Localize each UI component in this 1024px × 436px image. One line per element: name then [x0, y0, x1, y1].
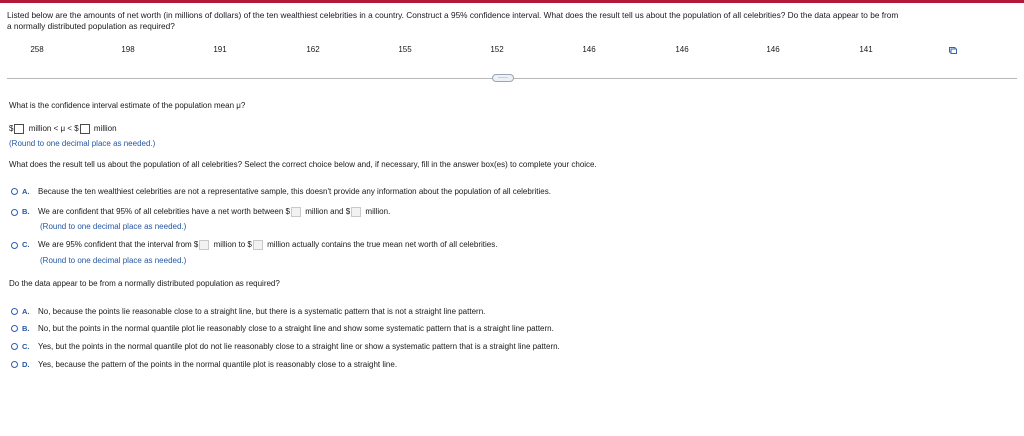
q1-lower-bound-input[interactable] [14, 124, 24, 134]
data-value: 146 [766, 45, 780, 54]
q1-dollar-sign: $ [9, 124, 14, 134]
data-value: 162 [306, 45, 320, 54]
q3-option-c-radio[interactable] [11, 343, 18, 350]
q3-option-d[interactable] [11, 360, 397, 369]
q3-option-d-text: Yes, because the pattern of the points in the normal quantile plot is reasonably close to a straight line. [38, 360, 398, 369]
q3-prompt: Do the data appear to be from a normally distributed population as required? [9, 279, 280, 288]
q2-option-a[interactable] [11, 187, 551, 196]
q2-option-c[interactable] [11, 240, 497, 250]
q3-option-b-text: No, but the points in the normal quantile plot lie reasonably close to a straight line and show some systematic pattern that is a straight line pattern. [38, 324, 554, 333]
q2-option-a-letter: A. [22, 187, 30, 196]
q2-option-b-hint: (Round to one decimal place as needed.) [40, 222, 187, 231]
q3-option-d-letter: D. [22, 360, 30, 369]
q1-mid-text: million < μ < $ [28, 124, 79, 134]
q3-option-c-text: Yes, but the points in the normal quantile plot do not lie reasonably close to a straight line or show a systematic pattern that is a straight line pattern. [38, 342, 560, 351]
q2-option-c-text-before: We are 95% confident that the interval from $ [38, 240, 199, 250]
q2-option-c-radio[interactable] [11, 242, 18, 249]
q3-option-c-letter: C. [22, 342, 30, 351]
q2-option-b-letter: B. [22, 207, 30, 217]
data-value: 141 [859, 45, 873, 54]
q2-option-b-upper-input[interactable] [351, 207, 361, 217]
q1-end-text: million [93, 124, 117, 134]
q2-option-c-upper-input[interactable] [253, 240, 263, 250]
data-table [0, 45, 1000, 57]
data-value: 198 [121, 45, 135, 54]
q1-answer-row [9, 124, 117, 134]
q1-hint: (Round to one decimal place as needed.) [9, 139, 156, 148]
expand-more-button[interactable]: ····· [492, 74, 514, 82]
copy-data-icon[interactable] [949, 47, 957, 54]
q2-prompt: What does the result tell us about the population of all celebrities? Select the correct choice below and, if necessary, fill in the answer box(es) to complete your choice. [9, 160, 597, 169]
q1-prompt: What is the confidence interval estimate of the population mean μ? [9, 101, 246, 110]
q2-option-c-lower-input[interactable] [199, 240, 209, 250]
data-value: 146 [675, 45, 689, 54]
q2-option-a-radio[interactable] [11, 188, 18, 195]
q3-option-a-letter: A. [22, 307, 30, 316]
q2-option-b-text-end: million. [365, 207, 391, 217]
q3-option-a-radio[interactable] [11, 308, 18, 315]
q3-option-b[interactable] [11, 324, 554, 333]
problem-text-line1: Listed below are the amounts of net worth (in millions of dollars) of the ten wealthiest celebrities in a country. Construct a 95% confidence interval. What does the result tell us about the population of all celebrities? Do the data appear to be from [7, 10, 899, 20]
data-value: 155 [398, 45, 412, 54]
q2-option-c-text-mid: million to $ [213, 240, 252, 250]
problem-statement [7, 10, 1017, 32]
data-value: 191 [213, 45, 227, 54]
q2-option-c-text-end: million actually contains the true mean net worth of all celebrities. [267, 240, 498, 250]
q2-option-c-hint: (Round to one decimal place as needed.) [40, 256, 187, 265]
top-accent-bar [0, 0, 1024, 3]
q3-option-d-radio[interactable] [11, 361, 18, 368]
q2-option-a-text: Because the ten wealthiest celebrities are not a representative sample, this doesn't provide any information about the population of all celebrities. [38, 187, 551, 196]
q1-upper-bound-input[interactable] [80, 124, 90, 134]
q2-option-c-letter: C. [22, 240, 30, 250]
data-value: 152 [490, 45, 504, 54]
q2-option-b-lower-input[interactable] [291, 207, 301, 217]
q2-option-b-text-mid: million and $ [305, 207, 351, 217]
q3-option-c[interactable] [11, 342, 560, 351]
q3-option-b-letter: B. [22, 324, 30, 333]
data-value: 258 [30, 45, 44, 54]
q2-option-b-radio[interactable] [11, 209, 18, 216]
q2-option-b-text-before: We are confident that 95% of all celebrities have a net worth between $ [38, 207, 291, 217]
problem-text-line2: a normally distributed population as required? [7, 21, 175, 31]
data-value: 146 [582, 45, 596, 54]
q3-option-a-text: No, because the points lie reasonable close to a straight line, but there is a systematic pattern that is not a straight line pattern. [38, 307, 486, 316]
q2-option-b[interactable] [11, 207, 390, 217]
q3-option-a[interactable] [11, 307, 485, 316]
q3-option-b-radio[interactable] [11, 325, 18, 332]
